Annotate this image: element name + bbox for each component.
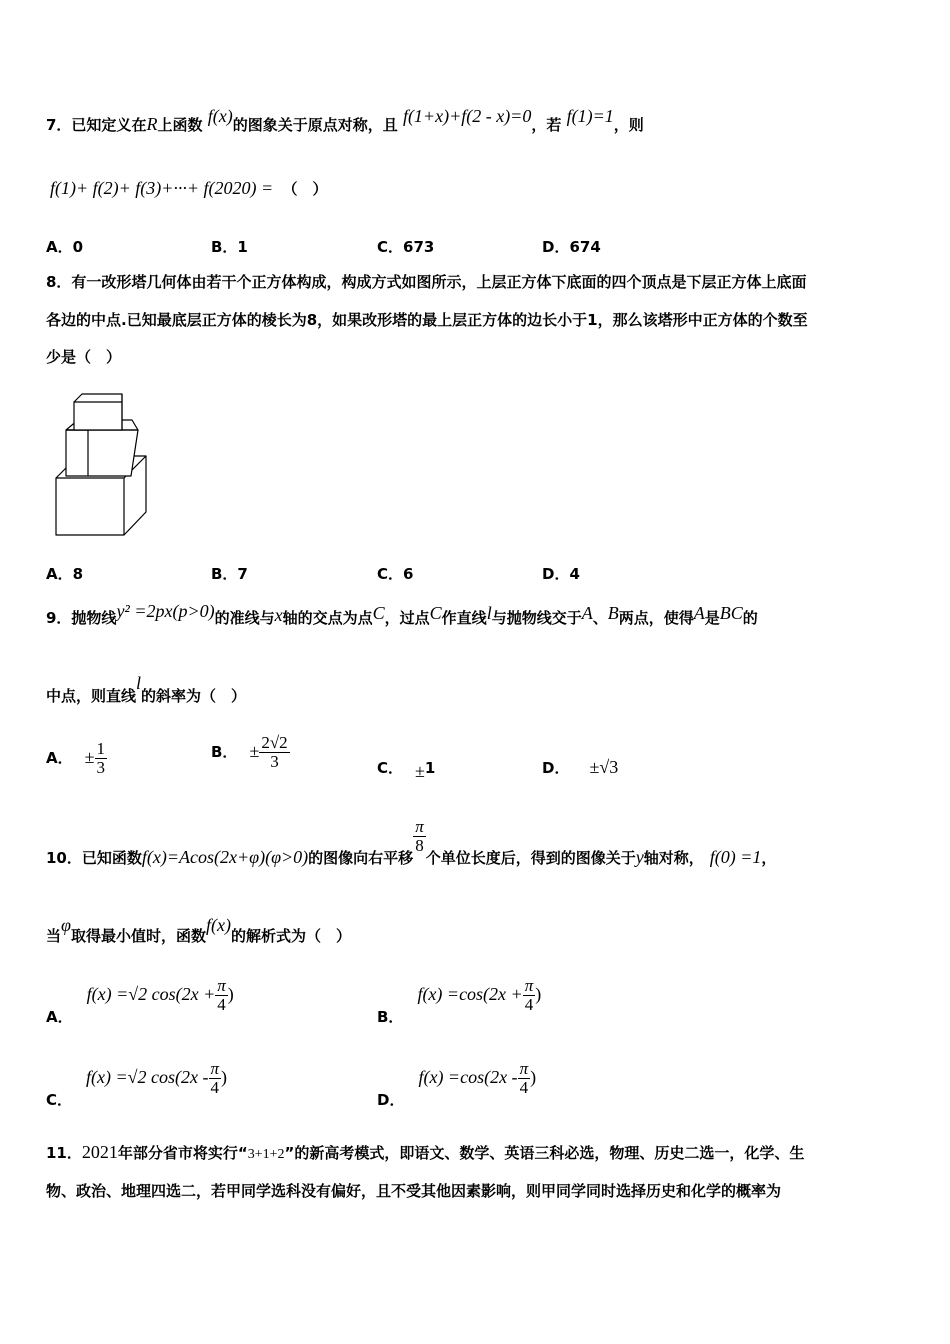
q10-option-d[interactable]: D．f(x) =cos(2x - $\frac{\pi}{4}$ )	[377, 1059, 537, 1109]
q10-shift-fraction: $\frac{\pi}{8}$	[415, 817, 424, 855]
q7-option-a[interactable]: A．0	[46, 238, 84, 256]
q9-b-fraction: $\frac{2√2}{3}$	[261, 733, 288, 771]
q7-fx: f(x)	[207, 106, 233, 126]
q7-line2	[50, 178, 327, 199]
q9-parabola-eq: y² =2px(p>0)	[116, 601, 215, 621]
q9-option-c[interactable]: C． ±1	[377, 759, 436, 781]
q7-R: R	[146, 114, 158, 134]
q9-option-b[interactable]: B． ± $\frac{2√2}{3}$	[211, 733, 288, 771]
cube-tower-figure	[50, 390, 160, 540]
q7-option-b[interactable]: B．1	[211, 238, 248, 256]
q9-a-fraction: $\frac{1}{3}$	[96, 739, 105, 777]
q10-function-def: f(x)=Acos(2x+φ)(φ>0)	[141, 846, 309, 867]
q9-line1: 9．抛物线y² =2px(p>0)的准线与x轴的交点为点C，过点C作直线l与抛物线交于A、B两点，使得A是BC的	[46, 601, 758, 627]
q9-line2: 中点，则直线l的斜率为（ ）	[46, 673, 247, 705]
q8-line1: 8．有一改形塔几何体由若干个正方体构成，构成方式如图所示，上层正方体下底面的四个顶点是下层正方体上底面	[46, 273, 807, 291]
q10-line2: 当φ取得最小值时，函数f(x)的解析式为（ ）	[46, 915, 351, 945]
q10-option-b[interactable]: B．f(x) =cos(2x + $\frac{\pi}{4}$ )	[377, 976, 542, 1026]
q8-option-a[interactable]: A．8	[46, 565, 84, 583]
q8-line2: 各边的中点.已知最底层正方体的棱长为8，如果改形塔的最上层正方体的边长小于1，那么该塔形中正方体的个数至	[46, 311, 808, 329]
q11-line1: 11．2021年部分省市将实行“3+1+2”的新高考模式，即语文、数学、英语三科必选，物理、历史二选一，化学、生	[46, 1142, 805, 1162]
q9-option-a[interactable]: A． ± $\frac{1}{3}$	[46, 739, 105, 777]
q8-line3: 少是（ ）	[46, 348, 122, 366]
q10-option-c[interactable]: C．f(x) =√2 cos(2x - $\frac{\pi}{4}$ )	[46, 1059, 228, 1109]
q11-line2: 物、政治、地理四选二，若甲同学选科没有偏好，且不受其他因素影响，则甲同学同时选择历史和化学的概率为	[46, 1182, 782, 1200]
q7-paren: （ ）	[282, 180, 328, 198]
q8-option-b[interactable]: B．7	[211, 565, 248, 583]
q10-option-a[interactable]: A．f(x) =√2 cos(2x + $\frac{\pi}{4}$ )	[46, 976, 234, 1026]
q7-option-d[interactable]: D．674	[542, 238, 601, 256]
q9-option-d[interactable]: D． ±√3	[542, 757, 619, 777]
q7-option-c[interactable]: C．673	[377, 238, 435, 256]
q8-option-c[interactable]: C．6	[377, 565, 414, 583]
q7-f1: f(1)=1	[566, 106, 614, 126]
q8-option-d[interactable]: D．4	[542, 565, 580, 583]
q10-line1: 10．已知函数f(x)=Acos(2x+φ)(φ>0)的图像向右平移 $\frac{\pi}{8}$ 个单位长度后，得到的图像关于y轴对称， f(0) =1，	[46, 817, 777, 867]
q7-condition: f(1+x)+f(2 - x)=0	[402, 106, 532, 126]
q7-line1: 7．已知定义在R上函数 f(x)的图象关于原点对称，且 f(1+x)+f(2 - x)=0，若 f(1)=1，则	[46, 106, 644, 134]
q7-sum: f(1)+ f(2)+ f(3)+···+ f(2020) =	[50, 178, 274, 198]
